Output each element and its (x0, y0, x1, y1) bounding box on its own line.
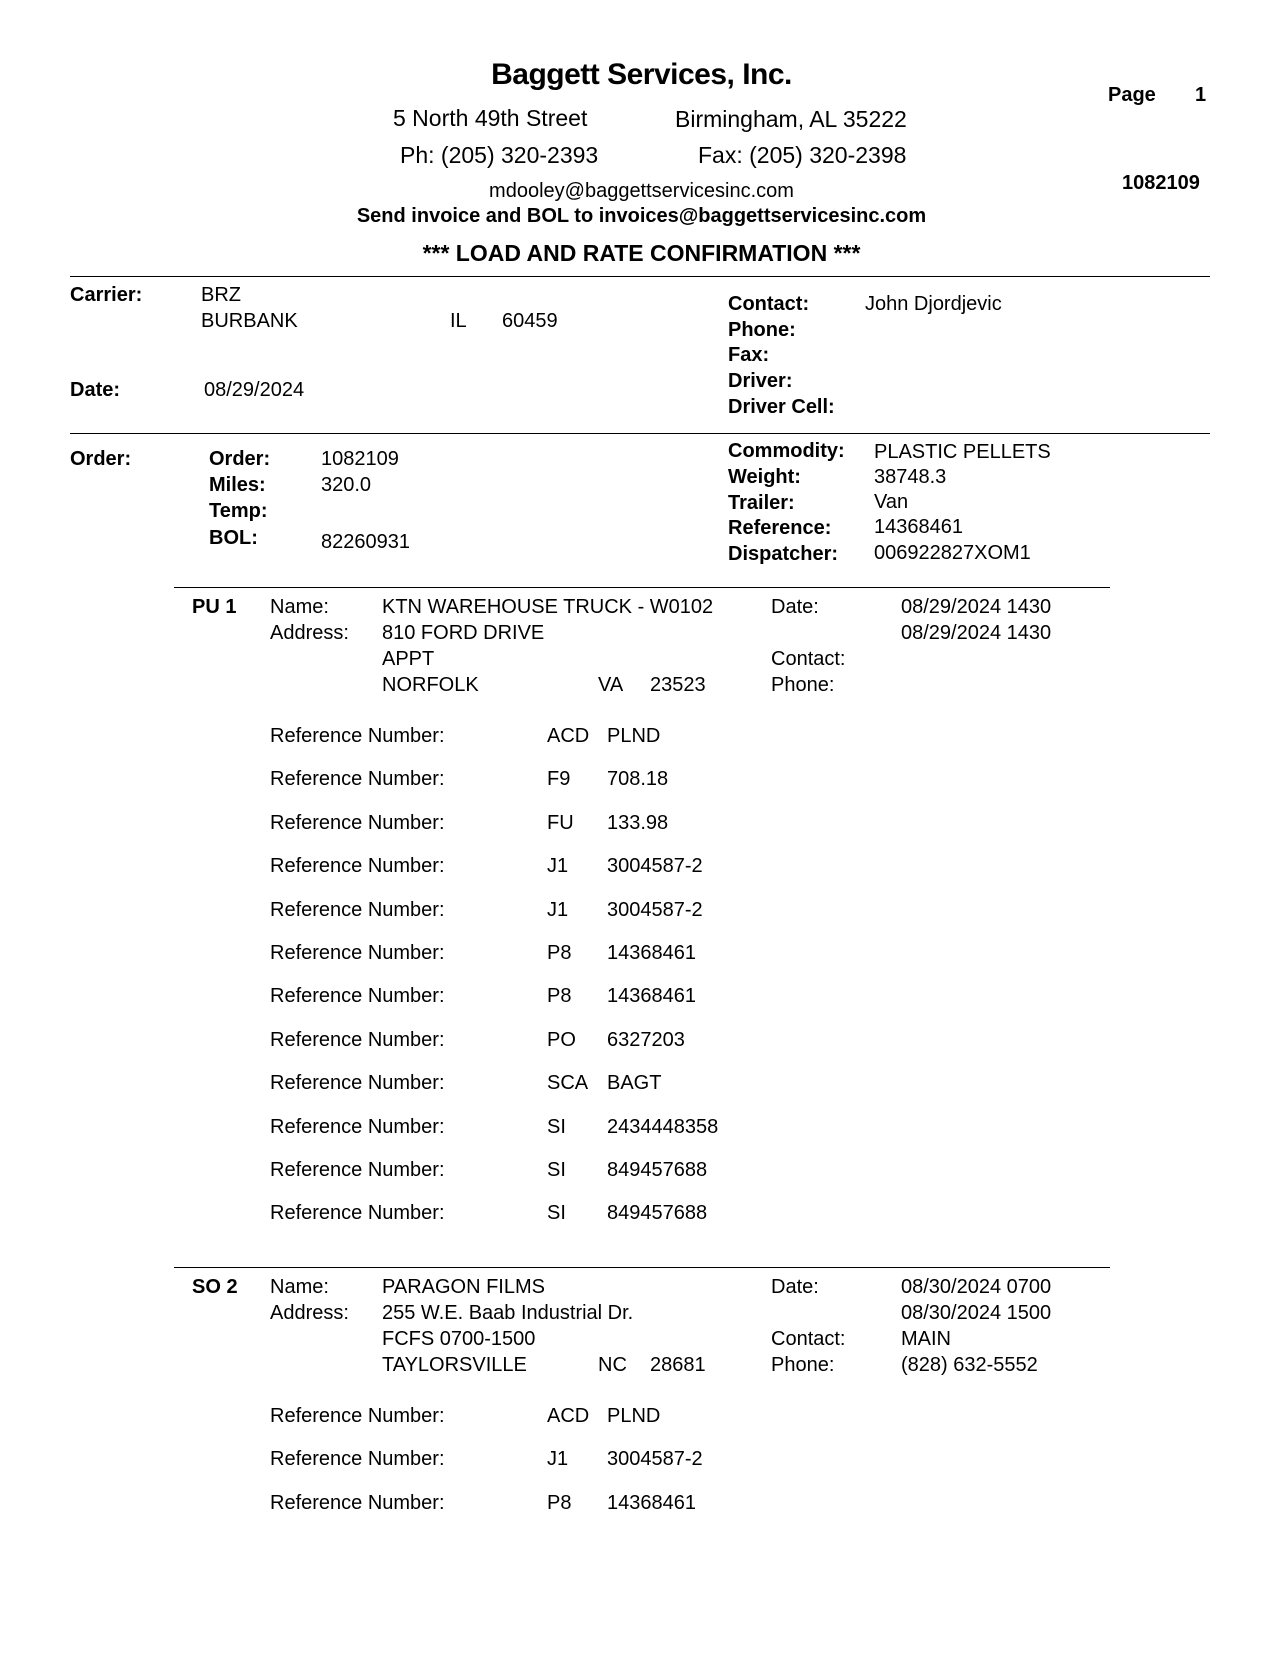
divider (174, 1267, 1110, 1268)
carrier-name: BRZ (201, 284, 241, 306)
stop-code: PU 1 (192, 596, 237, 618)
bol-value: 82260931 (321, 531, 410, 553)
company-name: Baggett Services, Inc. (491, 58, 792, 91)
contact-label: Contact: (728, 293, 810, 315)
stop-address-label: Address: (270, 622, 349, 644)
divider (70, 276, 1210, 277)
commodity-label: Commodity: (728, 440, 845, 462)
reference-code: J1 (547, 898, 569, 921)
trailer-value: Van (874, 491, 909, 513)
driver-cell-label: Driver Cell: (728, 396, 835, 418)
reference-number-label: Reference Number: (270, 1202, 445, 1225)
reference-value: 849457688 (607, 1159, 708, 1181)
commodity-value: PLASTIC PELLETS (874, 441, 1051, 463)
reference-value: PLND (607, 1405, 661, 1427)
company-phone: Ph: (205) 320-2393 (400, 142, 599, 168)
stop-address-label: Address: (270, 1302, 349, 1324)
stop-city: TAYLORSVILLE (382, 1354, 527, 1376)
reference-number-label: Reference Number: (270, 1115, 445, 1138)
reference-code: P8 (547, 942, 572, 964)
divider (70, 433, 1210, 434)
dispatcher-value: 006922827XOM1 (874, 542, 1031, 564)
reference-value: 14368461 (607, 985, 696, 1008)
reference-number-label: Reference Number: (270, 855, 445, 878)
carrier-state: IL (450, 310, 467, 332)
stop-phone: (828) 632-5552 (901, 1354, 1038, 1376)
document-id: 1082109 (1122, 172, 1200, 194)
reference-code: ACD (547, 1405, 590, 1427)
reference-code: P8 (547, 985, 572, 1008)
company-street: 5 North 49th Street (393, 105, 588, 131)
carrier-contact: John Djordjevic (865, 293, 1002, 315)
stop-name: KTN WAREHOUSE TRUCK - W0102 (382, 596, 714, 618)
reference-number-label: Reference Number: (270, 811, 445, 834)
trailer-label: Trailer: (728, 492, 795, 514)
stop-contact-label: Contact: (771, 648, 846, 670)
stop-state: VA (598, 674, 624, 696)
stop-address-line2: APPT (382, 648, 435, 670)
stop-contact: MAIN (901, 1328, 951, 1350)
order-label: Order: (209, 448, 271, 470)
reference-value: BAGT (607, 1072, 662, 1095)
order-section-label: Order: (70, 448, 132, 470)
stop-name-label: Name: (270, 596, 329, 618)
company-city: Birmingham, AL 35222 (675, 106, 907, 132)
reference-value: PLND (607, 725, 661, 747)
fax-label: Fax: (728, 344, 770, 366)
company-email: mdooley@baggettservicesinc.com (489, 180, 794, 202)
stop-zip: 28681 (650, 1354, 706, 1376)
phone-label: Phone: (728, 319, 796, 341)
stop-name-label: Name: (270, 1276, 329, 1298)
reference-value: 2434448358 (607, 1115, 719, 1138)
reference-number-label: Reference Number: (270, 725, 445, 747)
stop-address-line1: 255 W.E. Baab Industrial Dr. (382, 1302, 634, 1324)
date-label: Date: (70, 379, 121, 401)
stop-zip: 23523 (650, 674, 706, 696)
reference-number-label: Reference Number: (270, 768, 445, 791)
stop-address-line1: 810 FORD DRIVE (382, 622, 545, 644)
carrier-label: Carrier: (70, 284, 143, 306)
reference-value: 708.18 (607, 768, 669, 791)
carrier-date: 08/29/2024 (204, 379, 305, 401)
reference-number-label: Reference Number: (270, 985, 445, 1008)
reference-number-label: Reference Number: (270, 898, 445, 921)
reference-label: Reference: (728, 517, 832, 539)
reference-code: F9 (547, 768, 571, 791)
stop-date-1: 08/29/2024 1430 (901, 596, 1052, 618)
stop-name: PARAGON FILMS (382, 1276, 545, 1298)
reference-number-label: Reference Number: (270, 1072, 445, 1095)
document-title: *** LOAD AND RATE CONFIRMATION *** (422, 240, 861, 266)
page-number: 1 (1195, 84, 1207, 106)
stop-date-label: Date: (771, 1276, 819, 1298)
stop-phone-label: Phone: (771, 674, 835, 696)
reference-code: FU (547, 811, 574, 834)
reference-code: J1 (547, 855, 569, 878)
invoice-note: Send invoice and BOL to invoices@baggettservicesinc.com (356, 205, 927, 227)
reference-code: ACD (547, 725, 590, 747)
reference-number-label: Reference Number: (270, 1159, 445, 1181)
reference-value: 3004587-2 (607, 1448, 703, 1471)
reference-code: SI (547, 1202, 566, 1225)
temp-label: Temp: (209, 500, 268, 522)
reference-code: SI (547, 1159, 566, 1181)
stop-date-label: Date: (771, 596, 819, 618)
miles-label: Miles: (209, 474, 266, 496)
weight-label: Weight: (728, 466, 801, 488)
reference-number-label: Reference Number: (270, 1491, 445, 1514)
reference-code: SCA (547, 1072, 589, 1095)
stop-date-2: 08/29/2024 1430 (901, 622, 1052, 644)
stop-phone-label: Phone: (771, 1354, 835, 1376)
reference-number-label: Reference Number: (270, 1028, 445, 1051)
order-number: 1082109 (321, 448, 399, 470)
stop-contact-label: Contact: (771, 1328, 846, 1350)
driver-label: Driver: (728, 370, 793, 392)
reference-value: 3004587-2 (607, 898, 703, 921)
dispatcher-label: Dispatcher: (728, 543, 839, 565)
stop-city: NORFOLK (382, 674, 479, 696)
reference-value: 3004587-2 (607, 855, 703, 878)
stop-address-line2: FCFS 0700-1500 (382, 1328, 536, 1350)
reference-code: SI (547, 1115, 566, 1138)
reference-value: 14368461 (607, 942, 696, 964)
stop-date-2: 08/30/2024 1500 (901, 1302, 1052, 1324)
divider (174, 587, 1110, 588)
weight-value: 38748.3 (874, 466, 947, 488)
stop-code: SO 2 (192, 1276, 238, 1298)
reference-code: P8 (547, 1491, 572, 1514)
stop-state: NC (598, 1354, 627, 1376)
reference-code: PO (547, 1028, 576, 1051)
reference-number-label: Reference Number: (270, 942, 445, 964)
carrier-city: BURBANK (201, 310, 298, 332)
carrier-zip: 60459 (502, 310, 558, 332)
reference-value: 849457688 (607, 1202, 708, 1225)
company-fax: Fax: (205) 320-2398 (698, 142, 907, 168)
reference-number-label: Reference Number: (270, 1405, 445, 1427)
stop-date-1: 08/30/2024 0700 (901, 1276, 1052, 1298)
reference-value: 14368461 (607, 1491, 696, 1514)
reference-value: 6327203 (607, 1028, 685, 1051)
bol-label: BOL: (209, 527, 258, 549)
reference-number-label: Reference Number: (270, 1448, 445, 1471)
page-label: Page (1108, 84, 1156, 106)
reference-code: J1 (547, 1448, 569, 1471)
reference-value: 133.98 (607, 811, 669, 834)
reference-value: 14368461 (874, 516, 963, 538)
miles-value: 320.0 (321, 474, 372, 496)
